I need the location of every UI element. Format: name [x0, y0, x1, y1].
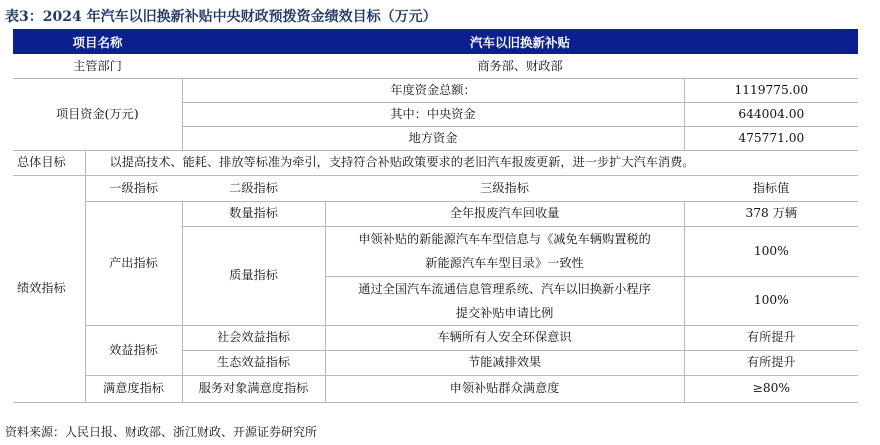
- funds-label: 项目资金(万元): [13, 78, 182, 150]
- quality-item2-line2: 提交补贴申请比例: [455, 305, 554, 320]
- quality-item2: [325, 276, 684, 325]
- quality-item1-line2: 新能源汽车车型目录》一致性: [325, 251, 684, 276]
- social-item: 车辆所有人安全环保意识: [325, 325, 684, 350]
- perf-label: 绩效指标: [13, 175, 85, 402]
- header-project-name: 项目名称: [13, 29, 182, 54]
- perf-header-l3: 三级指标: [325, 175, 684, 201]
- funds-total-name: 年度资金总额：: [182, 78, 684, 102]
- table-row: [13, 375, 858, 402]
- funds-central-value: 644004.00: [684, 102, 858, 126]
- performance-table: [13, 29, 858, 403]
- eco-value: 有所提升: [684, 350, 858, 375]
- perf-header-value: 指标值: [684, 175, 858, 201]
- perf-header-row: [13, 175, 858, 201]
- table-title: 表3：2024 年汽车以旧换新补贴中央财政预拨资金绩效目标（万元）: [5, 9, 437, 25]
- funds-central-name: 其中：中央资金: [182, 102, 684, 126]
- perf-header-l1: 一级指标: [85, 175, 182, 201]
- social-label: 社会效益指标: [182, 325, 325, 350]
- table-row: [13, 325, 858, 350]
- quantity-item: 全年报废汽车回收量: [325, 201, 684, 226]
- dept-label: 主管部门: [13, 54, 182, 78]
- table-row: [13, 201, 858, 226]
- funds-local-name: 地方资金: [182, 126, 684, 150]
- dept-row: [13, 54, 858, 78]
- satisfaction-label: 满意度指标: [85, 375, 182, 402]
- goal-text: 以提高技术、能耗、排放等标准为牵引，支持符合补贴政策要求的老旧汽车报废更新，进一步扩大汽车消费。: [85, 150, 858, 175]
- social-value: 有所提升: [684, 325, 858, 350]
- quantity-label: 数量指标: [182, 201, 325, 226]
- quality-item2-line1: 通过全国汽车流通信息管理系统、汽车以旧换新小程序: [358, 281, 651, 296]
- benefit-label: 效益指标: [85, 325, 182, 375]
- funds-local-value: 475771.00: [684, 126, 858, 150]
- quantity-value: 378 万辆: [684, 201, 858, 226]
- eco-item: 节能减排效果: [325, 350, 684, 375]
- satisfaction-value: ≥80%: [684, 375, 858, 402]
- quality-value2: 100%: [684, 276, 858, 325]
- eco-label: 生态效益指标: [182, 350, 325, 375]
- funds-row: [13, 78, 858, 102]
- satisfaction-item: 申领补贴群众满意度: [325, 375, 684, 402]
- goal-label: 总体目标: [13, 150, 85, 175]
- funds-total-value: 1119775.00: [684, 78, 858, 102]
- dept-value: 商务部、财政部: [182, 54, 858, 78]
- quality-item1-line1: 申领补贴的新能源汽车车型信息与《减免车辆购置税的: [325, 226, 684, 251]
- satisfaction-l2: 服务对象满意度指标: [182, 375, 325, 402]
- output-label: 产出指标: [85, 201, 182, 325]
- header-project-value: 汽车以旧换新补贴: [182, 29, 858, 54]
- perf-header-l2: 二级指标: [182, 175, 325, 201]
- goal-row: [13, 150, 858, 175]
- quality-label: 质量指标: [182, 226, 325, 325]
- header-row: [13, 29, 858, 54]
- source-note: 资料来源：人民日报、财政部、浙江财政、开源证券研究所: [5, 425, 318, 439]
- quality-value1: 100%: [684, 226, 858, 276]
